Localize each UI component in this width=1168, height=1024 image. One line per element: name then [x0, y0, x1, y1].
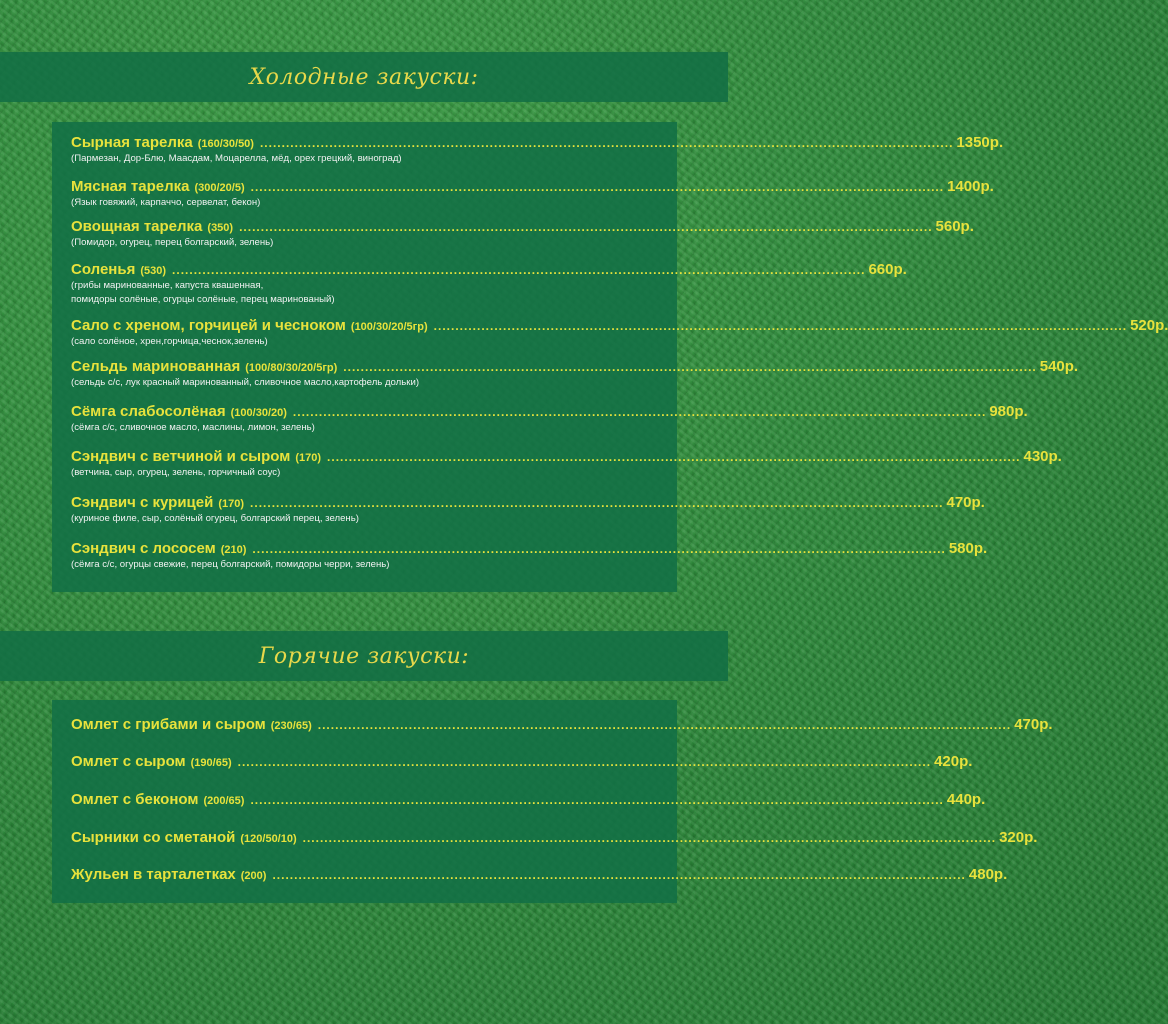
menu-item [71, 261, 907, 306]
menu-item [71, 178, 994, 209]
item-description: (сёмга с/с, сливочное масло, маслины, лимон, зелень) [71, 422, 315, 433]
item-name: Сырники со сметаной [71, 829, 236, 846]
item-description: (Пармезан, Дор-Блю, Маасдам, Моцарелла, мёд, орех грецкий, виноград) [71, 153, 402, 164]
dot-leader: ................................................................................................................................................................ [239, 220, 933, 234]
item-price: 470р. [1014, 716, 1053, 733]
dot-leader: ................................................................................................................................................................ [250, 180, 945, 194]
menu-item [71, 448, 1062, 479]
item-name: Омлет с грибами и сыром [71, 716, 266, 733]
menu-item [71, 218, 974, 249]
item-weight: (100/30/20) [230, 407, 287, 419]
item-name: Сёмга слабосолёная [71, 403, 226, 420]
item-name: Мясная тарелка [71, 178, 190, 195]
dot-leader: ................................................................................................................................................................ [272, 868, 966, 882]
menu-item [71, 358, 1079, 389]
dot-leader: ................................................................................................................................................................ [433, 319, 1128, 333]
item-description-line2: помидоры солёные, огурцы солёные, перец маринованый) [71, 294, 335, 305]
item-name: Сэндвич с курицей [71, 494, 214, 511]
dot-leader: ................................................................................................................................................................ [327, 450, 1021, 464]
item-name: Сэндвич с ветчиной и сыром [71, 448, 291, 465]
item-price: 540р. [1039, 358, 1079, 375]
dot-leader: ................................................................................................................................................................ [317, 718, 1012, 732]
item-weight: (200) [240, 870, 267, 882]
hot-appetizers-panel [52, 700, 1053, 903]
dot-leader: ................................................................................................................................................................ [292, 405, 987, 419]
item-price: 560р. [935, 218, 974, 235]
menu-item [71, 829, 1038, 846]
item-price: 660р. [868, 261, 907, 278]
item-name: Сало с хреном, горчицей и чесноком [71, 317, 346, 334]
menu-item [71, 866, 1008, 883]
menu-item [71, 317, 1168, 348]
item-weight: (230/65) [270, 720, 312, 732]
item-weight: (100/80/30/20/5гр) [245, 362, 338, 374]
cold-appetizers-title: Холодные закуски: [249, 64, 479, 90]
item-weight: (120/50/10) [240, 833, 297, 845]
item-description: (сало солёное, хрен,горчица,чеснок,зелень) [71, 336, 268, 347]
menu-item [71, 403, 1028, 434]
item-price: 520р. [1130, 317, 1168, 334]
menu-item [71, 134, 1004, 165]
item-weight: (300/20/5) [194, 182, 245, 194]
item-description: (сёмга с/с, огурцы свежие, перец болгарский, помидоры черри, зелень) [71, 559, 390, 570]
menu-item [71, 716, 1053, 733]
item-description: (куриное филе, сыр, солёный огурец, болгарский перец, зелень) [71, 513, 359, 524]
item-name: Сырная тарелка [71, 134, 193, 151]
item-name: Сэндвич с лососем [71, 540, 216, 557]
item-weight: (100/30/20/5гр) [350, 321, 428, 333]
item-name: Сельдь маринованная [71, 358, 241, 375]
item-price: 320р. [999, 829, 1038, 846]
item-name: Овощная тарелка [71, 218, 203, 235]
item-name: Жульен в тарталетках [71, 866, 236, 883]
menu-item [71, 753, 973, 770]
item-price: 470р. [946, 494, 985, 511]
dot-leader: ................................................................................................................................................................ [250, 793, 944, 807]
item-description: (Помидор, огурец, перец болгарский, зелень) [71, 237, 274, 248]
item-price: 440р. [946, 791, 986, 808]
item-description: (Язык говяжий, карпаччо, сервелат, бекон) [71, 197, 261, 208]
item-price: 420р. [934, 753, 973, 770]
hot-appetizers-title: Горячие закуски: [258, 643, 470, 669]
item-price: 480р. [968, 866, 1008, 883]
dot-leader: ................................................................................................................................................................ [252, 542, 946, 556]
dot-leader: ................................................................................................................................................................ [250, 496, 944, 510]
item-name: Соленья [71, 261, 136, 278]
item-weight: (160/30/50) [197, 138, 254, 150]
dot-leader: ................................................................................................................................................................ [237, 755, 932, 769]
item-weight: (210) [220, 544, 247, 556]
dot-leader: ................................................................................................................................................................ [302, 831, 997, 845]
item-price: 1400р. [947, 178, 994, 195]
hot-appetizers-banner [0, 631, 728, 681]
item-description: (грибы маринованные, капуста квашенная, [71, 280, 264, 291]
item-weight: (170) [218, 498, 245, 510]
item-price: 580р. [948, 540, 988, 557]
menu-item [71, 540, 988, 571]
item-name: Омлет с сыром [71, 753, 186, 770]
cold-appetizers-panel [52, 122, 1168, 592]
item-weight: (350) [207, 222, 234, 234]
item-description: (сельдь с/с, лук красный маринованный, сливочное масло,картофель дольки) [71, 377, 420, 388]
item-weight: (170) [295, 452, 322, 464]
item-description: (ветчина, сыр, огурец, зелень, горчичный соус) [71, 467, 281, 478]
item-price: 430р. [1023, 448, 1062, 465]
item-name: Омлет с беконом [71, 791, 199, 808]
dot-leader: ................................................................................................................................................................ [343, 360, 1037, 374]
item-weight: (190/65) [190, 757, 232, 769]
item-weight: (530) [140, 265, 167, 277]
item-price: 980р. [989, 403, 1028, 420]
menu-item [71, 494, 985, 525]
dot-leader: ................................................................................................................................................................ [172, 263, 866, 277]
menu-item [71, 791, 986, 808]
dot-leader: ................................................................................................................................................................ [259, 136, 954, 150]
item-price: 1350р. [956, 134, 1004, 151]
item-weight: (200/65) [203, 795, 245, 807]
cold-appetizers-banner [0, 52, 728, 102]
